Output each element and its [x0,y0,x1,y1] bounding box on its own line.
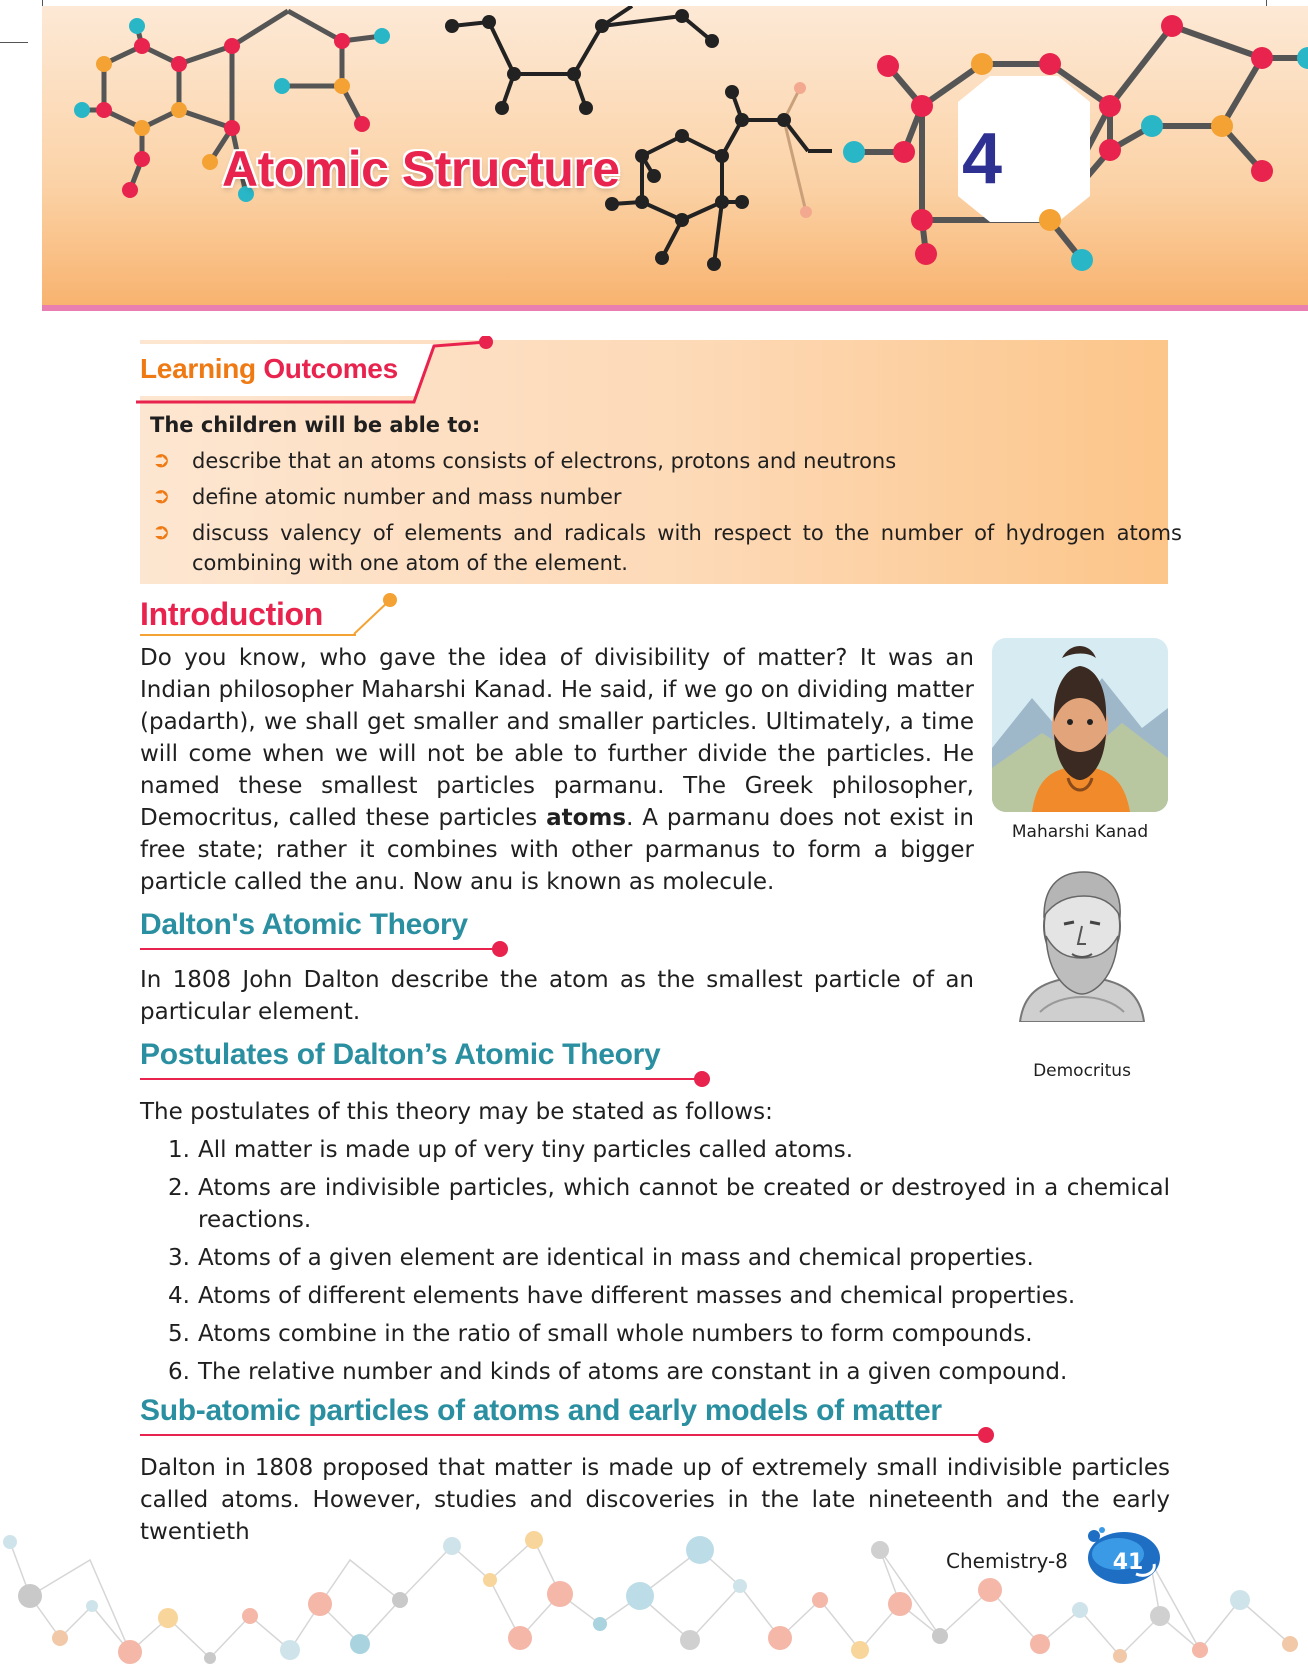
introduction-paragraph [140,642,974,898]
outcomes-word: Outcomes [263,353,398,384]
postulate-number: 4. [168,1283,190,1309]
outcome-item [152,482,1172,514]
crop-mark [0,42,28,43]
postulate-text: The relative number and kinds of atoms are constant in a given compound. [198,1359,1068,1385]
postulates-accent-dot [694,1071,710,1087]
arrow-bullet-icon: ➲ [152,484,171,509]
dalton-heading: Dalton's Atomic Theory [140,908,468,941]
subatomic-accent-dot [978,1427,994,1443]
postulate-number: 6. [168,1359,190,1385]
postulate-text: Atoms of a given element are identical in mass and chemical properties. [198,1245,1034,1271]
postulate-text: Atoms of different elements have different masses and chemical properties. [198,1283,1076,1309]
bold-term: atoms [546,805,627,831]
postulate-number: 2. [168,1175,190,1201]
postulate-item [150,1242,1170,1274]
book-label: Chemistry-8 [946,1549,1068,1573]
postulate-item [150,1318,1170,1350]
chapter-title: Atomic Structure [222,141,620,197]
postulate-text: All matter is made up of very tiny particles called atoms. [198,1137,854,1163]
outcome-text: define atomic number and mass number [192,485,622,509]
molecule-middle-atoms [605,85,791,271]
postulates-intro: The postulates of this theory may be stated as follows: [140,1099,773,1125]
introduction-text-b: . A parmanu does not exist in free state; rather it combines with other parmanus to form a bigger particle called the anu. Now anu is known as molecule. [140,805,974,895]
learning-outcomes-heading [140,353,398,385]
subatomic-paragraph: Dalton in 1808 proposed that matter is made up of extremely small indivisible particles called atoms. However, studies and discoveries in the late nineteenth and the early twentieth [140,1455,1170,1545]
introduction-underline [140,634,356,636]
postulate-number: 1. [168,1137,190,1163]
learning-word: Learning [140,353,256,384]
banner-divider [42,305,1308,311]
democritus-caption: Democritus [1033,1061,1131,1081]
arrow-bullet-icon: ➲ [152,520,171,545]
dalton-paragraph: In 1808 John Dalton describe the atom as the smallest particle of an particular element. [140,967,974,1025]
outcome-item [152,446,1172,478]
molecule-middle-faint-bonds [784,88,806,212]
chapter-number: 4 [961,119,1003,199]
postulate-number: 5. [168,1321,190,1347]
atom-faint [800,206,812,218]
postulate-item [150,1172,1170,1236]
postulate-text: Atoms are indivisible particles, which cannot be created or destroyed in a chemical reactions. [198,1175,1170,1233]
outcome-item [152,518,1182,578]
maharshi-kanad-portrait [992,638,1168,812]
postulate-item [150,1280,1170,1312]
outcome-text: describe that an atoms consists of electrons, protons and neutrons [192,449,897,473]
postulate-item [150,1134,1170,1166]
postulate-item [150,1356,1170,1388]
dalton-accent-dot [492,941,508,957]
subatomic-heading: Sub-atomic particles of atoms and early models of matter [140,1394,942,1427]
dalton-underline [140,948,500,950]
atom-faint [794,82,806,94]
postulates-heading: Postulates of Dalton’s Atomic Theory [140,1038,661,1071]
outcome-text: discuss valency of elements and radicals with respect to the number of hydrogen atoms combining with one atom of the element. [192,521,1182,575]
postulate-number: 3. [168,1245,190,1271]
democritus-portrait [1000,862,1164,1022]
arrow-bullet-icon: ➲ [152,448,171,473]
introduction-accent [352,592,400,638]
introduction-text-a: Do you know, who gave the idea of divisibility of matter? It was an Indian philosopher Maharshi Kanad. He said, if we go on dividing matter (padarth), we shall get smaller and smaller particles. Ultimately, a time will come when we will not be able to further divide the particles. He named these smallest particles parmanu. The Greek philosopher, Democritus, called these particles [140,645,974,831]
subatomic-underline [140,1434,986,1436]
learning-outcomes-intro: The children will be able to: [150,413,481,437]
introduction-heading: Introduction [140,596,324,632]
kanad-caption: Maharshi Kanad [1011,822,1149,842]
postulates-underline [140,1078,702,1080]
page-number: 41 [1112,1550,1144,1575]
postulate-text: Atoms combine in the ratio of small whole numbers to form compounds. [198,1321,1033,1347]
